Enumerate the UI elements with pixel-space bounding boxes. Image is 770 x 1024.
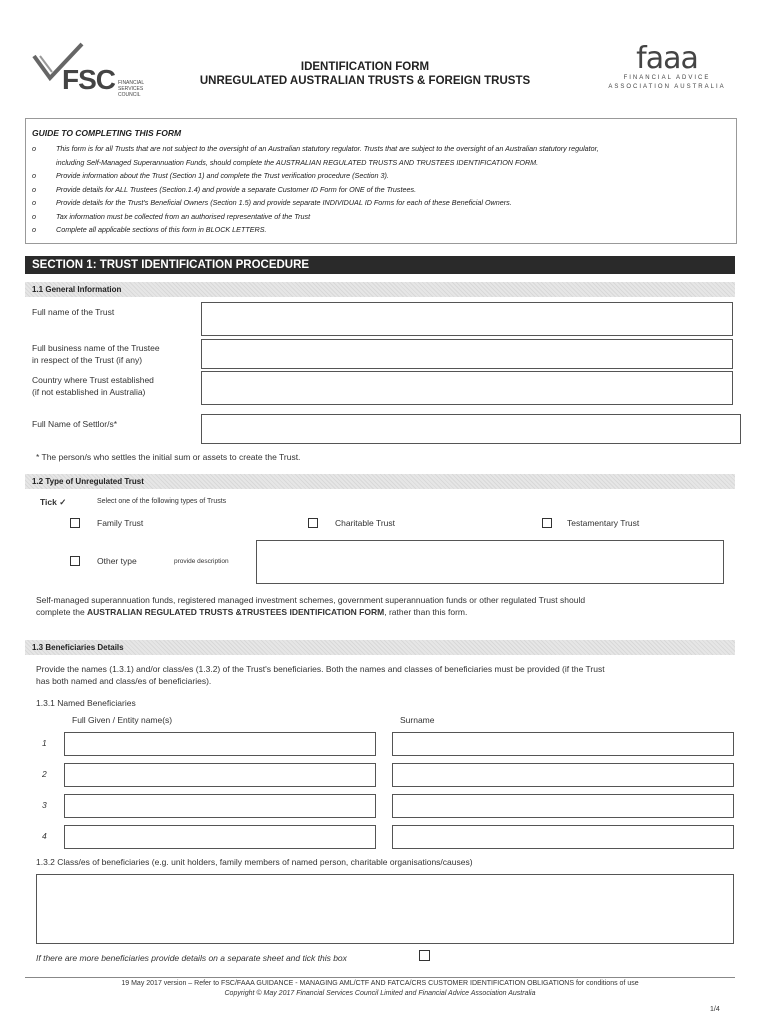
family-trust-checkbox[interactable] bbox=[70, 518, 80, 528]
testamentary-trust-label: Testamentary Trust bbox=[567, 518, 640, 528]
other-type-description-input[interactable] bbox=[256, 540, 724, 584]
country-established-input[interactable] bbox=[201, 371, 733, 405]
faaa-logo-text: faaa bbox=[636, 41, 698, 76]
section1-title: SECTION 1: TRUST IDENTIFICATION PROCEDURE bbox=[25, 256, 735, 274]
guide-item: o Complete all applicable sections of this form in BLOCK LETTERS. bbox=[32, 225, 267, 234]
regulated-trust-note: Self-managed superannuation funds, registered managed investment schemes, government superannuation funds or other regulated Trust should complete the AUSTRALIAN REGULATED TRUSTS &TRUSTEES IDENTIFICATION FORM, rather than this form. bbox=[36, 595, 586, 617]
beneficiary-row-number: 3 bbox=[42, 800, 47, 810]
more-beneficiaries-note: If there are more beneficiaries provide details on a separate sheet and tick this box bbox=[36, 953, 347, 963]
guide-item: o Tax information must be collected from an authorised representative of the Trust bbox=[32, 211, 311, 221]
beneficiary-given-name-input[interactable] bbox=[64, 732, 376, 756]
settlor-name-input[interactable] bbox=[201, 414, 741, 444]
other-type-checkbox[interactable] bbox=[70, 556, 80, 566]
beneficiary-classes-textarea[interactable] bbox=[36, 874, 734, 944]
beneficiary-row-number: 2 bbox=[42, 769, 47, 779]
tick-label: Tick ✓ bbox=[40, 497, 67, 507]
footer bbox=[25, 979, 735, 999]
guide-item: o Provide details for ALL Trustees (Section.1.4) and provide a separate Customer ID Form for ONE of the Trustees. bbox=[32, 184, 417, 194]
charitable-trust-label: Charitable Trust bbox=[335, 518, 395, 528]
trustee-business-name-label: Full business name of the Trustee in respect of the Trust (if any) bbox=[32, 343, 160, 365]
beneficiary-given-name-input[interactable] bbox=[64, 794, 376, 818]
trust-name-input[interactable] bbox=[201, 302, 733, 336]
guide-title: GUIDE TO COMPLETING THIS FORM bbox=[32, 128, 182, 138]
charitable-trust-checkbox[interactable] bbox=[308, 518, 318, 528]
beneficiary-surname-input[interactable] bbox=[392, 763, 734, 787]
guide-item: o Provide details for the Trust's Beneficial Owners (Section 1.5) and provide separate INDIVIDUAL ID Forms for each of these Beneficial Owners. bbox=[32, 198, 512, 207]
page-number: 1/4 bbox=[710, 1006, 720, 1013]
beneficiary-given-name-input[interactable] bbox=[64, 825, 376, 849]
given-name-column-header: Full Given / Entity name(s) bbox=[72, 715, 173, 725]
beneficiary-surname-input[interactable] bbox=[392, 732, 734, 756]
testamentary-trust-checkbox[interactable] bbox=[542, 518, 552, 528]
general-info-heading: 1.1 General Information bbox=[25, 282, 735, 297]
settlor-name-label: Full Name of Settlor/s* bbox=[32, 419, 118, 429]
footer-divider bbox=[25, 977, 735, 978]
guide-item: o Provide information about the Trust (Section 1) and complete the Trust verification procedure (Section 3). bbox=[32, 171, 389, 180]
settlor-footnote: * The person/s who settles the initial sum or assets to create the Trust. bbox=[36, 452, 301, 462]
fsc-logo-text: FSC bbox=[62, 64, 115, 95]
guide-item: o This form is for all Trusts that are not subject to the oversight of an Australian statutory regulator. Trusts that are subject to the oversight of an Australian statutory regulator, bbox=[32, 144, 599, 153]
faaa-logo-subtitle-1: FINANCIAL ADVICE bbox=[623, 75, 711, 81]
family-trust-label: Family Trust bbox=[97, 518, 144, 528]
more-beneficiaries-checkbox[interactable] bbox=[419, 950, 430, 961]
fsc-logo-subtitle: FINANCIAL SERVICES COUNCIL bbox=[118, 80, 145, 98]
country-established-label: Country where Trust established (if not established in Australia) bbox=[32, 375, 154, 397]
faaa-logo-subtitle-2: ASSOCIATION AUSTRALIA bbox=[608, 84, 726, 90]
beneficiary-row-number: 1 bbox=[42, 738, 47, 748]
other-type-label: Other type bbox=[97, 556, 137, 566]
beneficiary-surname-input[interactable] bbox=[392, 794, 734, 818]
provide-description-label: provide description bbox=[174, 558, 229, 565]
surname-column-header: Surname bbox=[400, 715, 435, 725]
beneficiaries-intro: Provide the names (1.3.1) and/or class/es (1.3.2) of the Trust's beneficiaries. Both the names and classes of beneficiaries must be provided (if the Trust has both named and class/es of beneficiaries). bbox=[36, 664, 605, 686]
trustee-business-name-input[interactable] bbox=[201, 339, 733, 369]
beneficiary-surname-input[interactable] bbox=[392, 825, 734, 849]
faaa-logo bbox=[592, 41, 742, 104]
form-title: IDENTIFICATION FORM UNREGULATED AUSTRALIAN TRUSTS & FOREIGN TRUSTS bbox=[199, 61, 531, 87]
beneficiary-classes-heading: 1.3.2 Class/es of beneficiaries (e.g. unit holders, family members of named person, charitable organisations/causes) bbox=[36, 857, 473, 867]
named-beneficiaries-heading: 1.3.1 Named Beneficiaries bbox=[36, 698, 136, 708]
footer-copyright: Copyright © May 2017 Financial Services Council Limited and Financial Advice Association Australia bbox=[224, 990, 536, 997]
guide-list bbox=[32, 142, 732, 237]
beneficiary-row-number: 4 bbox=[42, 831, 47, 841]
beneficiary-given-name-input[interactable] bbox=[64, 763, 376, 787]
beneficiaries-heading: 1.3 Beneficiaries Details bbox=[25, 640, 735, 655]
footer-version-line: 19 May 2017 version – Refer to FSC/FAAA GUIDANCE - MANAGING AML/CTF AND FATCA/CRS CUSTOMER IDENTIFICATION OBLIGATIONS for conditions of use bbox=[121, 980, 639, 987]
trust-name-label: Full name of the Trust bbox=[32, 307, 115, 317]
trust-type-heading: 1.2 Type of Unregulated Trust bbox=[25, 474, 735, 489]
guide-item-continuation: including Self-Managed Superannuation Funds, should complete the AUSTRALIAN REGULATED TRUSTS AND TRUSTEES IDENTIFICATION FORM. bbox=[56, 157, 539, 167]
trust-type-instruction: Select one of the following types of Trusts bbox=[97, 498, 227, 505]
